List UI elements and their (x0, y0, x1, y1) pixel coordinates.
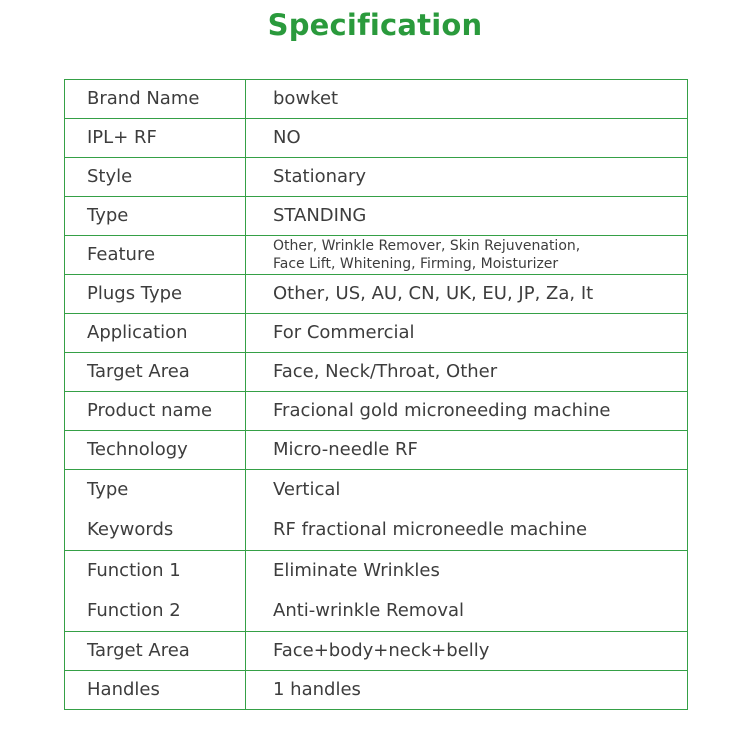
table-row (65, 632, 688, 671)
table-row (65, 80, 688, 119)
row-label-line: Keywords (87, 519, 174, 540)
table-row (65, 158, 688, 197)
table-row (65, 671, 688, 710)
table-row (65, 353, 688, 392)
row-value (246, 551, 688, 632)
specification-table (64, 79, 688, 710)
row-label: IPL+ RF (65, 119, 246, 158)
row-label: Target Area (65, 353, 246, 392)
row-label: Technology (65, 431, 246, 470)
row-value: STANDING (246, 197, 688, 236)
row-value: bowket (246, 80, 688, 119)
row-value: Face+body+neck+belly (246, 632, 688, 671)
table-row (65, 119, 688, 158)
page-title: Specification (267, 8, 483, 42)
table-row (65, 392, 688, 431)
table-row (65, 314, 688, 353)
feature-value-line: Face Lift, Whitening, Firming, Moisturizer (273, 256, 559, 272)
row-value: Face, Neck/Throat, Other (246, 353, 688, 392)
row-value (246, 470, 688, 551)
row-label (65, 470, 246, 551)
row-label: Plugs Type (65, 275, 246, 314)
table-row (65, 197, 688, 236)
row-label: Product name (65, 392, 246, 431)
row-label (65, 551, 246, 632)
row-value-line: Anti-wrinkle Removal (273, 600, 465, 621)
row-label: Handles (65, 671, 246, 710)
row-value-line: RF fractional microneedle machine (273, 519, 588, 540)
row-value: Fracional gold microneeding machine (246, 392, 688, 431)
row-value: NO (246, 119, 688, 158)
row-label: Target Area (65, 632, 246, 671)
table-row (65, 470, 688, 551)
row-label-line: Function 2 (87, 600, 181, 621)
row-label: Type (65, 197, 246, 236)
row-label: Style (65, 158, 246, 197)
row-value: 1 handles (246, 671, 688, 710)
row-label: Application (65, 314, 246, 353)
row-value: For Commercial (246, 314, 688, 353)
feature-value-line: Other, Wrinkle Remover, Skin Rejuvenation, (273, 238, 581, 254)
row-label-line: Function 1 (87, 560, 181, 581)
row-label-line: Type (87, 479, 129, 500)
row-value (246, 236, 688, 275)
row-label: Feature (65, 236, 246, 275)
table-row (65, 431, 688, 470)
row-value: Stationary (246, 158, 688, 197)
table-row (65, 275, 688, 314)
row-value-line: Eliminate Wrinkles (273, 560, 440, 581)
table-row (65, 551, 688, 632)
row-value: Micro-needle RF (246, 431, 688, 470)
row-value-line: Vertical (273, 479, 341, 500)
row-label: Brand Name (65, 80, 246, 119)
table-row (65, 236, 688, 275)
row-value: Other, US, AU, CN, UK, EU, JP, Za, It (246, 275, 688, 314)
